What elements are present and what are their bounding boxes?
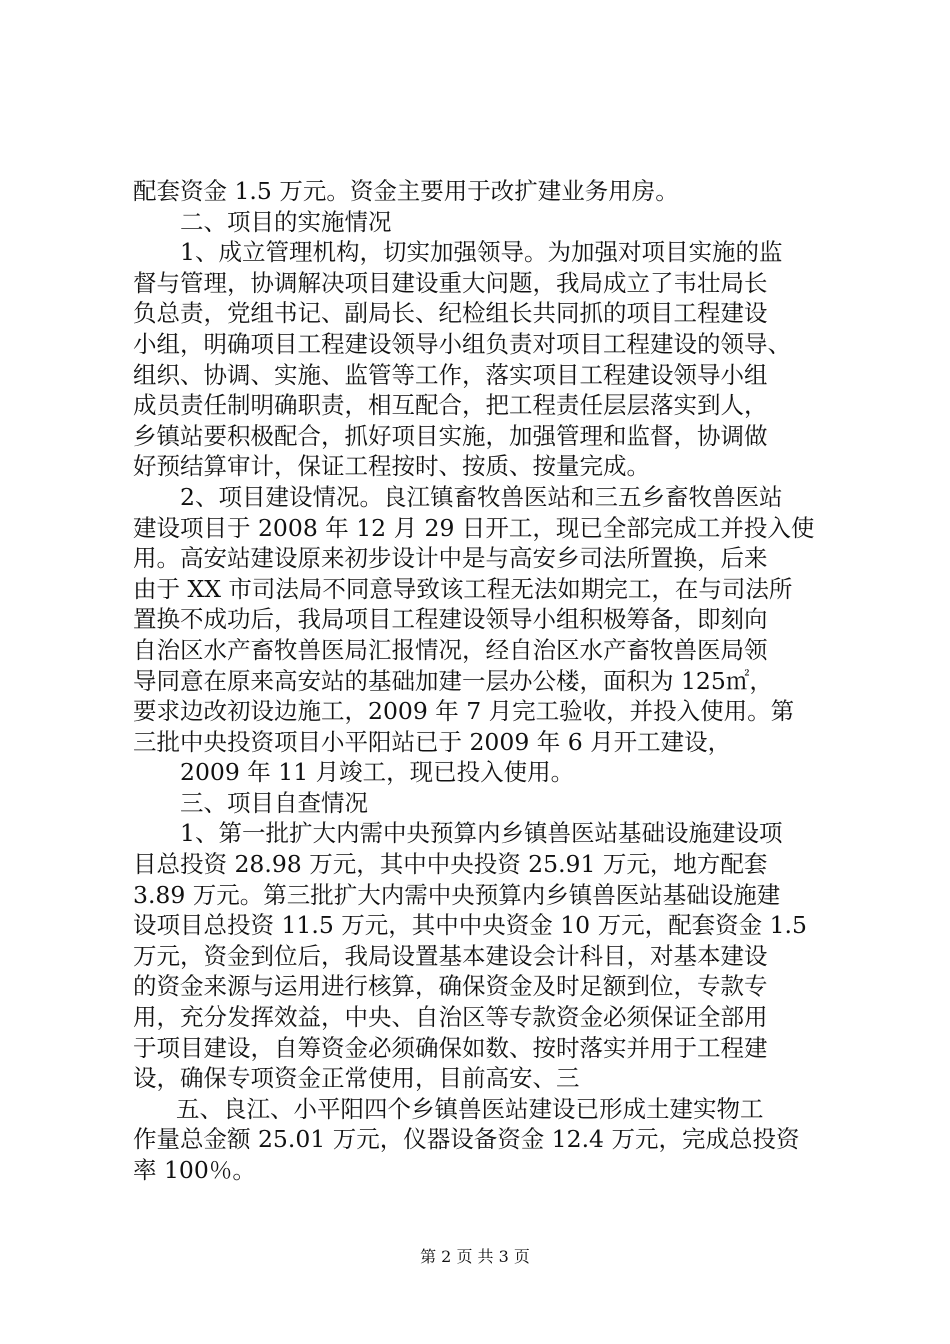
text-line: 乡镇站要积极配合，抓好项目实施，加强管理和监督，协调做 [133,421,768,450]
text-line: 率 100％。 [133,1156,256,1184]
text-line: 小组，明确项目工程建设领导小组负责对项目工程建设的领导、 [133,329,791,358]
section-heading: 二、项目的实施情况 [180,207,392,236]
text-line: 于项目建设，自筹资金必须确保如数、按时落实并用于工程建 [133,1033,768,1062]
text-line: 设项目总投资 11.5 万元，其中中央资金 10 万元，配套资金 1.5 [133,911,807,940]
text-line: 好预结算审计，保证工程按时、按质、按量完成。 [133,452,650,481]
text-line: 用。高安站建设原来初步设计中是与高安乡司法所置换，后来 [133,544,768,573]
text-line: 由于 XX 市司法局不同意导致该工程无法如期完工，在与司法所 [133,574,793,603]
text-line: 2009 年 11 月竣工，现已投入使用。 [180,758,575,787]
text-line: 三批中央投资项目小平阳站已于 2009 年 6 月开工建设， [133,727,732,756]
text-line: 成员责任制明确职责，相互配合，把工程责任层层落实到人， [133,391,768,420]
text-line: 3.89 万元。第三批扩大内需中央预算内乡镇兽医站基础设施建 [133,880,781,909]
text-line: 置换不成功后，我局项目工程建设领导小组积极筹备，即刻向 [133,605,768,634]
text-line: 目总投资 28.98 万元，其中中央投资 25.91 万元，地方配套 [133,850,768,879]
text-line: 导同意在原来高安站的基础加建一层办公楼，面积为 125㎡， [133,666,773,695]
text-line: 用，充分发挥效益，中央、自治区等专款资金必须保证全部用 [133,1003,768,1032]
text-line: 五、良江、小平阳四个乡镇兽医站建设已形成土建实物工 [176,1094,764,1123]
text-line: 2、项目建设情况。良江镇畜牧兽医站和三五乡畜牧兽医站 [180,482,783,511]
text-line: 要求边改初设边施工，2009 年 7 月完工验收，并投入使用。第 [133,697,795,726]
text-line: 1、第一批扩大内需中央预算内乡镇兽医站基础设施建设项 [180,819,783,848]
section-heading: 三、项目自查情况 [180,788,368,817]
text-line: 万元，资金到位后，我局设置基本建设会计科目，对基本建设 [133,941,768,970]
text-line: 作量总金额 25.01 万元，仪器设备资金 12.4 万元，完成总投资 [133,1125,800,1154]
text-line: 自治区水产畜牧兽医局汇报情况，经自治区水产畜牧兽医局领 [133,635,768,664]
text-line: 的资金来源与运用进行核算，确保资金及时足额到位，专款专 [133,972,768,1001]
text-line: 设，确保专项资金正常使用，目前高安、三 [133,1064,580,1093]
page-footer [0,1244,950,1267]
text-line: 督与管理，协调解决项目建设重大问题，我局成立了韦壮局长 [133,268,768,297]
text-line: 配套资金 1.5 万元。资金主要用于改扩建业务用房。 [133,177,679,205]
text-line: 1、成立管理机构，切实加强领导。为加强对项目实施的监 [180,238,783,267]
text-line: 负总责，党组书记、副局长、纪检组长共同抓的项目工程建设 [133,299,768,328]
text-line: 建设项目于 2008 年 12 月 29 日开工，现已全部完成工并投入使 [133,513,815,542]
page-number: 第 2 页 共 3 页 [420,1247,530,1266]
document-body [133,176,833,1186]
text-line: 组织、协调、实施、监管等工作，落实项目工程建设领导小组 [133,360,768,389]
